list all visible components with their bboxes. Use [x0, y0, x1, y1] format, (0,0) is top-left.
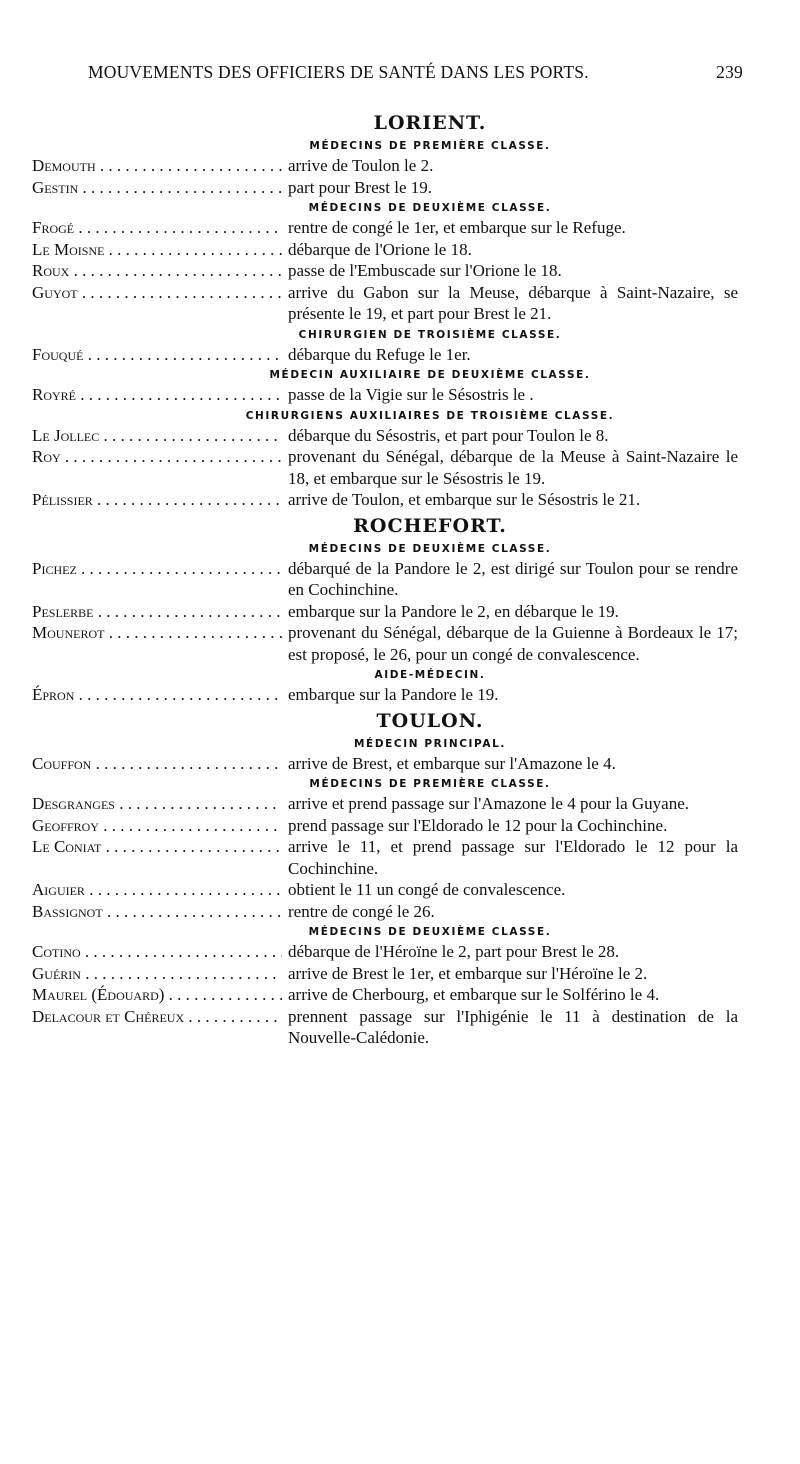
officer-name: Royré . . .	[32, 384, 282, 406]
movement-text: provenant du Sénégal, débarque de la Meuse à Saint-Nazaire le 18, et embarque sur le Sésostris le 19.	[288, 447, 738, 488]
movement-text: provenant du Sénégal, débarque de la Guienne à Bordeaux le 17; est proposé, le 26, pour un congé de convalescence.	[288, 623, 738, 664]
movement-text: prend passage sur l'Eldorado le 12 pour la Cochinchine.	[288, 815, 668, 835]
movement-text: rentre de congé le 26.	[288, 901, 435, 921]
running-header	[88, 62, 743, 83]
officer-entry	[0, 941, 800, 963]
officer-entry	[0, 963, 800, 985]
officer-entry	[0, 558, 800, 601]
officer-entry	[0, 684, 800, 706]
officer-name: Guérin . . .	[32, 963, 282, 985]
officer-entry	[0, 217, 800, 239]
movement-text: part pour Brest le 19.	[288, 177, 432, 197]
officer-name: Épron . . .	[32, 684, 282, 706]
rank-heading: AIDE-MÉDECIN.	[374, 669, 486, 681]
officer-entry	[0, 901, 800, 923]
rank-heading: MÉDECINS DE PREMIÈRE CLASSE.	[309, 778, 551, 790]
movement-text: prennent passage sur l'Iphigénie le 11 à destination de la Nouvelle-Calédonie.	[288, 1006, 738, 1047]
movement-text: embarque sur la Pandore le 2, en débarque le 19.	[288, 601, 619, 621]
officer-name: Fouqué . . .	[32, 344, 282, 366]
rank-heading: MÉDECINS DE DEUXIÈME CLASSE.	[308, 202, 552, 214]
officer-name: Bassignot . . .	[32, 901, 282, 923]
movement-text: débarque de l'Héroïne le 2, part pour Brest le 28.	[288, 942, 620, 961]
officer-name: Couffon . . .	[32, 753, 282, 775]
officer-name: Pichez . . .	[32, 558, 282, 580]
rank-heading: MÉDECINS DE DEUXIÈME CLASSE.	[308, 542, 552, 555]
movement-text: embarque sur la Pandore le 19.	[288, 685, 499, 704]
officer-entry	[0, 984, 800, 1006]
movement-text: passe de la Vigie sur le Sésostris le .	[288, 385, 534, 404]
movement-text: débarque du Refuge le 1er.	[288, 344, 471, 364]
movement-text: débarqué de la Pandore le 2, est dirigé sur Toulon pour se rendre en Cochinchine.	[288, 558, 738, 599]
officer-entry	[0, 425, 800, 447]
officer-name: Maurel (Édouard) . . .	[32, 984, 282, 1006]
officer-entry	[0, 384, 800, 406]
officer-name: Aiguier . . .	[32, 879, 282, 901]
movement-text: arrive de Toulon, et embarque sur le Sésostris le 21.	[288, 490, 641, 509]
port-heading: ROCHEFORT.	[353, 514, 507, 537]
officer-name: Cotino . . .	[32, 941, 282, 963]
officer-entry	[0, 601, 800, 623]
movement-text: arrive de Brest, et embarque sur l'Amazone le 4.	[288, 753, 616, 773]
officer-name: Peslerbe . . .	[32, 601, 282, 623]
officer-name: Mounerot . . .	[32, 622, 282, 644]
document-body	[0, 108, 800, 1049]
officer-name: Gestin . . .	[32, 177, 282, 199]
officer-name: Frogé . . .	[32, 217, 282, 239]
movement-text: obtient le 11 un congé de convalescence.	[288, 880, 566, 899]
officer-name: Le Moisne . . .	[32, 239, 282, 261]
officer-entry	[0, 879, 800, 901]
officer-name: Demouth . . .	[32, 155, 282, 177]
officer-name: Guyot . . .	[32, 282, 282, 304]
officer-entry	[0, 793, 800, 815]
officer-entry	[0, 815, 800, 837]
officer-entry	[0, 446, 800, 489]
movement-text: rentre de congé le 1er, et embarque sur le Refuge.	[288, 218, 626, 237]
rank-heading: CHIRURGIEN DE TROISIÈME CLASSE.	[298, 328, 562, 341]
officer-name: Le Coniat . . .	[32, 836, 282, 858]
movement-text: débarque du Sésostris, et part pour Toulon le 8.	[288, 425, 609, 445]
port-heading: TOULON.	[376, 709, 484, 732]
page-number: 239	[716, 62, 743, 82]
officer-entry	[0, 622, 800, 665]
officer-name: Delacour et Chéreux . . .	[32, 1006, 282, 1028]
officer-name: Pélissier . . .	[32, 489, 282, 511]
rank-heading: CHIRURGIENS AUXILIAIRES DE TROISIÈME CLASSE.	[245, 409, 615, 422]
header-title: MOUVEMENTS DES OFFICIERS DE SANTÉ DANS LES PORTS.	[88, 62, 589, 82]
movement-text: passe de l'Embuscade sur l'Orione le 18.	[288, 261, 562, 280]
officer-entry	[0, 239, 800, 261]
officer-entry	[0, 836, 800, 879]
officer-entry	[0, 753, 800, 775]
movement-text: arrive le 11, et prend passage sur l'Eldorado le 12 pour la Cochinchine.	[288, 837, 738, 878]
movement-text: arrive de Cherbourg, et embarque sur le Solférino le 4.	[288, 985, 660, 1004]
officer-name: Roux . . .	[32, 260, 282, 282]
officer-entry	[0, 155, 800, 177]
movement-text: débarque de l'Orione le 18.	[288, 239, 472, 259]
officer-entry	[0, 1006, 800, 1049]
movement-text: arrive et prend passage sur l'Amazone le 4 pour la Guyane.	[288, 794, 689, 813]
officer-name: Roy . . .	[32, 446, 282, 468]
officer-entry	[0, 344, 800, 366]
rank-heading: MÉDECINS DE PREMIÈRE CLASSE.	[309, 140, 551, 152]
movement-text: arrive du Gabon sur la Meuse, débarque à Saint-Nazaire, se présente le 19, et part pour Brest le 21.	[288, 282, 738, 323]
movement-text: arrive de Brest le 1er, et embarque sur l'Héroïne le 2.	[288, 963, 648, 983]
officer-entry	[0, 177, 800, 199]
officer-entry	[0, 260, 800, 282]
officer-name: Geoffroy . . .	[32, 815, 282, 837]
officer-entry	[0, 282, 800, 325]
rank-heading: MÉDECIN PRINCIPAL.	[354, 737, 506, 750]
rank-heading: MÉDECIN AUXILIAIRE DE DEUXIÈME CLASSE.	[269, 369, 591, 381]
port-heading: LORIENT.	[373, 112, 487, 134]
officer-name: Le Jollec . . .	[32, 425, 282, 447]
rank-heading: MÉDECINS DE DEUXIÈME CLASSE.	[308, 926, 552, 938]
officer-name: Desgranges . . .	[32, 793, 282, 815]
officer-entry	[0, 489, 800, 511]
movement-text: arrive de Toulon le 2.	[288, 156, 434, 175]
